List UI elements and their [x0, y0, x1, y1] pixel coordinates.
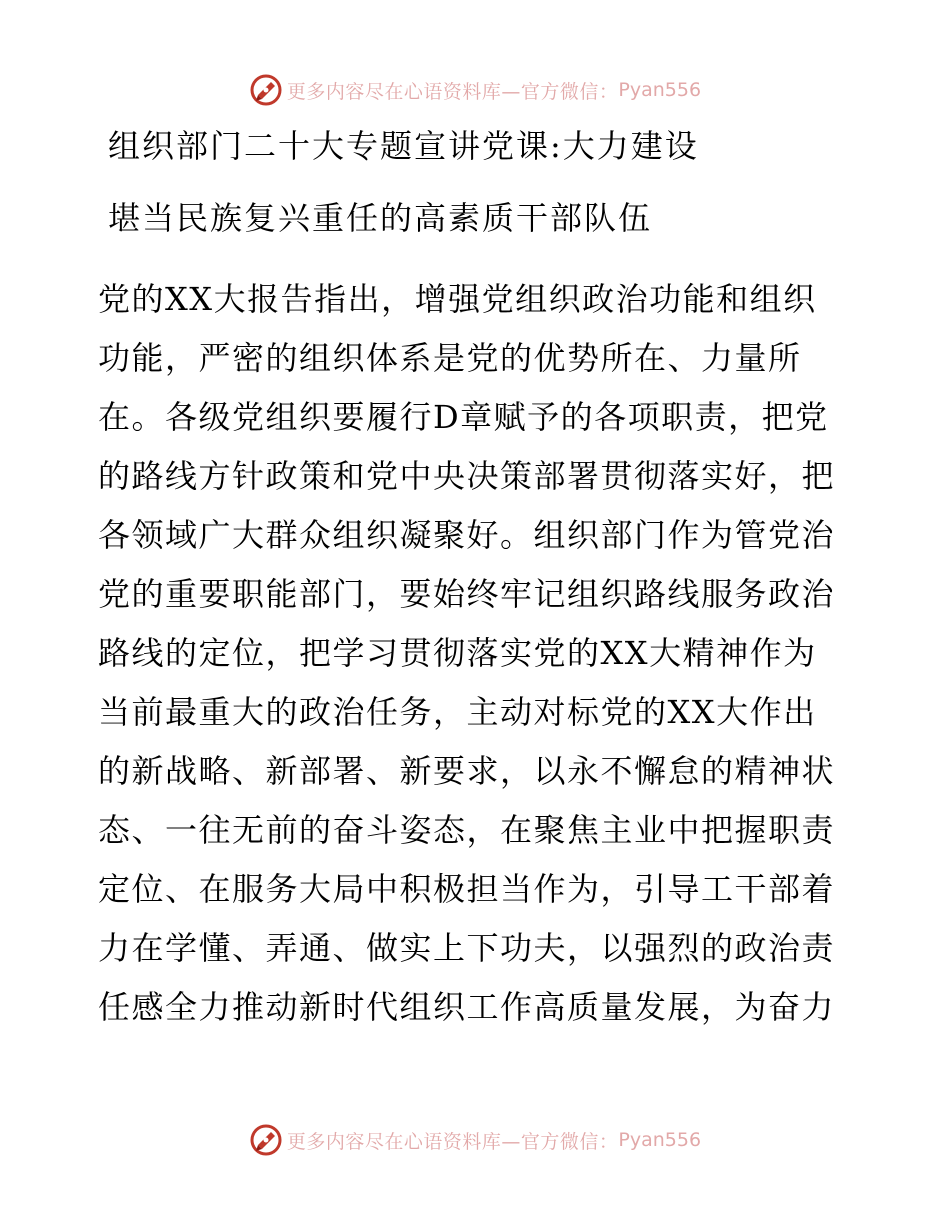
pen-logo-icon	[249, 73, 283, 107]
pen-logo-icon	[249, 1123, 283, 1157]
body-line: 任感全力推动新时代组织工作高质量发展，为奋力	[98, 988, 836, 1026]
body-line: 功能，严密的组织体系是党的优势所在、力量所	[98, 339, 802, 377]
body-line: 态、一往无前的奋斗姿态，在聚焦主业中把握职责	[98, 811, 836, 849]
header-wechat-id: Pyan556	[618, 79, 702, 101]
body-line: 各领域广大群众组织凝聚好。组织部门作为管党治	[98, 516, 836, 554]
body-line: 的路线方针政策和党中央决策部署贯彻落实好，把	[98, 457, 836, 495]
footer-wechat-id: Pyan556	[618, 1129, 702, 1151]
body-line: 在。各级党组织要履行D章赋予的各项职责，把党	[98, 398, 829, 436]
document-title-line-2: 堪当民族复兴重任的高素质干部队伍	[108, 199, 653, 237]
footer-banner-text: 更多内容尽在心语资料库—官方微信：	[286, 1130, 619, 1153]
body-line: 的新战略、新部署、新要求，以永不懈怠的精神状	[98, 752, 836, 790]
body-line: 路线的定位，把学习贯彻落实党的XX大精神作为	[98, 634, 817, 672]
body-line: 力在学懂、弄通、做实上下功夫，以强烈的政治责	[98, 929, 836, 967]
body-line: 定位、在服务大局中积极担当作为，引导工干部着	[98, 870, 836, 908]
body-line: 当前最重大的政治任务，主动对标党的XX大作出	[98, 693, 817, 731]
footer-banner	[0, 1120, 950, 1160]
document-title-line-1: 组织部门二十大专题宣讲党课:大力建设	[108, 127, 699, 165]
body-line: 党的XX大报告指出，增强党组织政治功能和组织	[98, 280, 817, 318]
body-line: 党的重要职能部门，要始终牢记组织路线服务政治	[98, 575, 836, 613]
document-body	[98, 270, 858, 1037]
header-banner-text: 更多内容尽在心语资料库—官方微信：	[286, 80, 619, 103]
header-banner	[0, 70, 950, 110]
